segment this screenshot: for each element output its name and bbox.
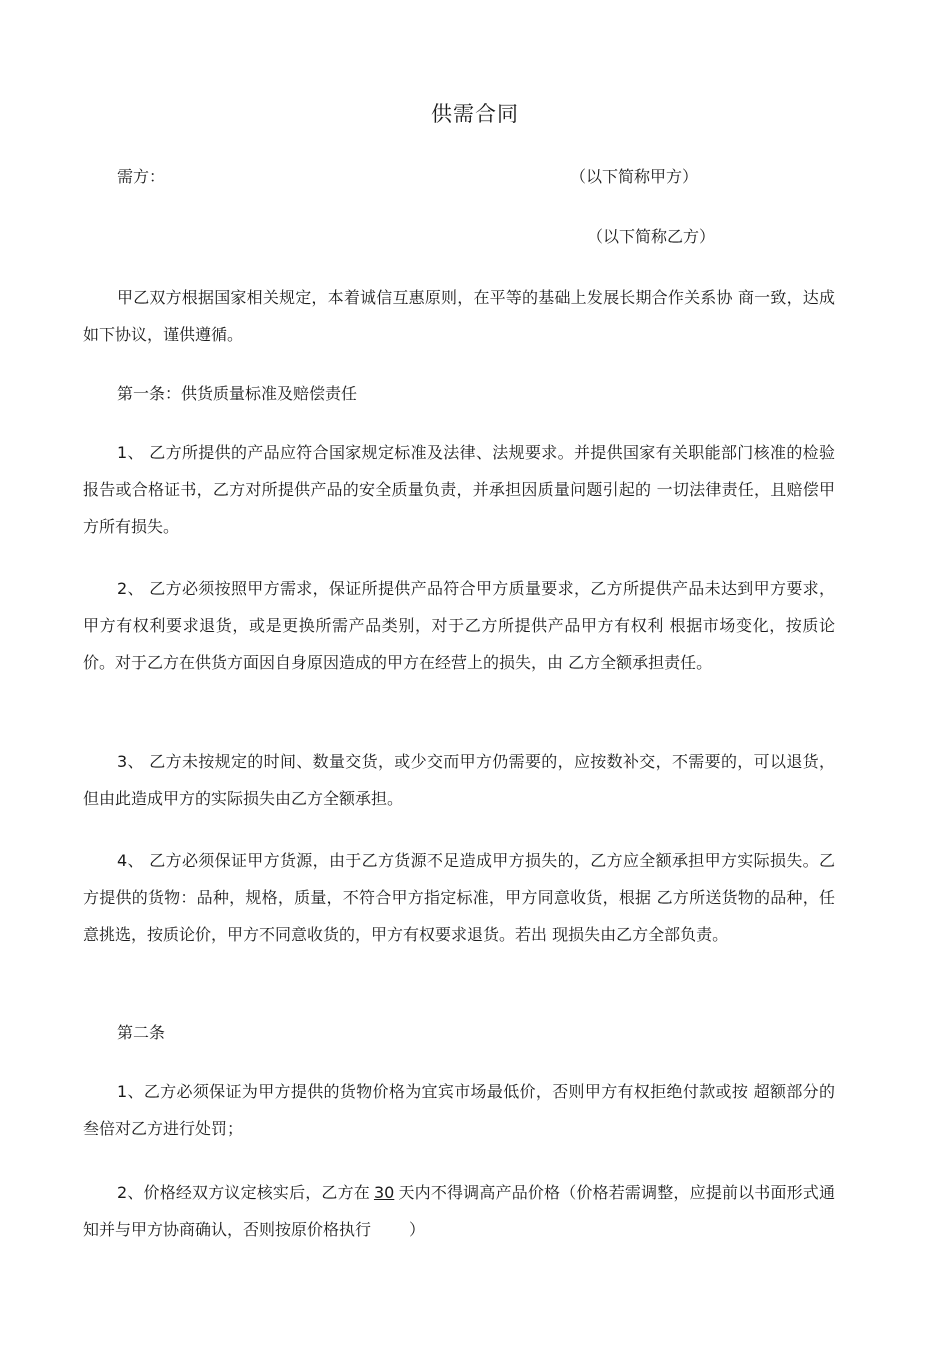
article-1-item-1: 1、 乙方所提供的产品应符合国家规定标准及法律、法规要求。并提供国家有关职能部门核准的检验报告或合格证书，乙方对所提供产品的安全质量负责，并承担因质量问题引起的 一切法律责任，且赔偿甲方所有损失。	[83, 443, 835, 536]
days-value: 30	[373, 1183, 395, 1202]
article-1-item-3: 3、 乙方未按规定的时间、数量交货，或少交而甲方仍需要的，应按数补交，不需要的，可以退货，但由此造成甲方的实际损失由乙方全额承担。	[83, 752, 835, 808]
intro-paragraph: 甲乙双方根据国家相关规定，本着诚信互惠原则，在平等的基础上发展长期合作关系协 商一致，达成如下协议，谨供遵循。	[83, 288, 835, 344]
article-2-heading: 第二条	[117, 1023, 166, 1042]
article-1-item-2: 2、 乙方必须按照甲方需求，保证所提供产品符合甲方质量要求，乙方所提供产品未达到甲方要求，甲方有权利要求退货，或是更换所需产品类别，对于乙方所提供产品甲方有权利 根据市场变化，按质论价。对于乙方在供货方面因自身原因造成的甲方在经营上的损失，由 乙方全额承担责任。	[83, 579, 835, 672]
document-title: 供需合同	[431, 102, 519, 126]
party-b-alias: （以下简称乙方）	[587, 227, 716, 246]
article-2-item-2-text-a: 2、价格经双方议定核实后，乙方在	[117, 1183, 370, 1202]
article-2-item-2-text-b: 天内不得调高产品价格（价格若需调整，应提前以书面形式通知并与甲方协商确认，否则按原价格执行	[83, 1183, 835, 1239]
party-a-label: 需方：	[117, 167, 166, 186]
article-2-item-2	[83, 1174, 835, 1248]
article-1-item-4: 4、 乙方必须保证甲方货源，由于乙方货源不足造成甲方损失的，乙方应全额承担甲方实际损失。乙方提供的货物：品种，规格，质量，不符合甲方指定标准，甲方同意收货，根据 乙方所送货物的品种，任意挑选，按质论价，甲方不同意收货的，甲方有权要求退货。若出 现损失由乙方全部负责。	[83, 851, 835, 944]
party-a-alias: （以下简称甲方）	[570, 167, 699, 186]
article-2-item-2-text-c: ）	[409, 1220, 426, 1239]
article-2-item-1: 1、乙方必须保证为甲方提供的货物价格为宜宾市场最低价，否则甲方有权拒绝付款或按 超额部分的叁倍对乙方进行处罚；	[83, 1082, 835, 1138]
article-1-heading: 第一条：供货质量标准及赔偿责任	[117, 384, 358, 403]
